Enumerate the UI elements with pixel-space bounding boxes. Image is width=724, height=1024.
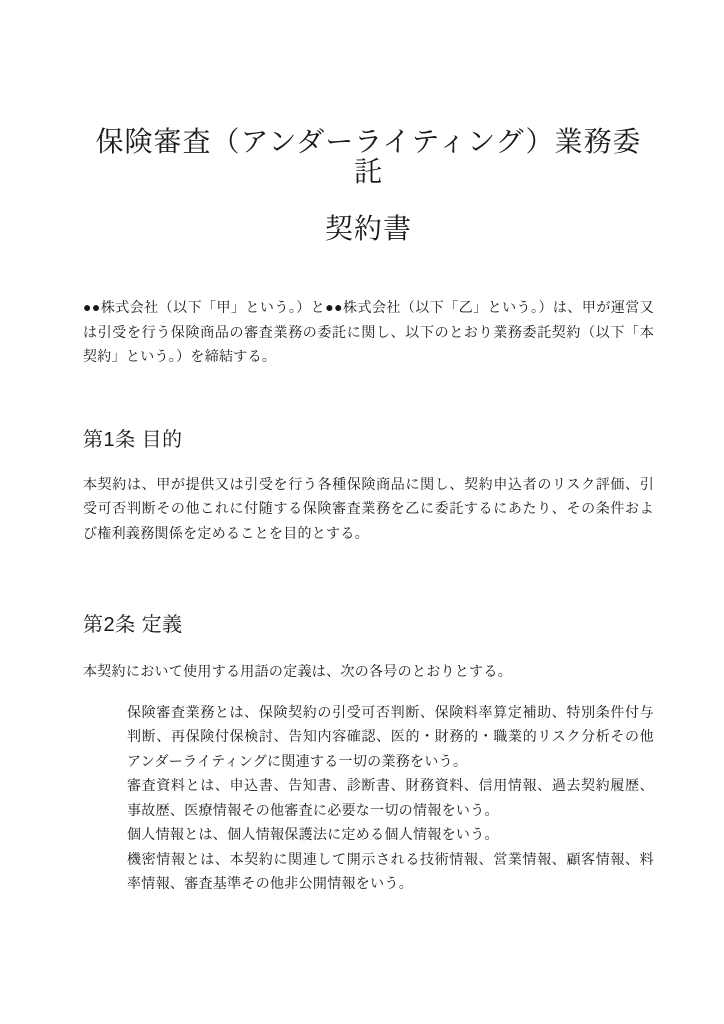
article-2-heading: 第2条 定義	[83, 614, 183, 636]
definition-item-confidential-information: 機密情報とは、本契約に関連して開示される技術情報、営業情報、顧客情報、料率情報、審査基準その他非公開情報をいう。	[127, 850, 654, 891]
article-1-body: 本契約は、甲が提供又は引受を行う各種保険商品に関し、契約申込者のリスク評価、引受可否判断その他これに付随する保険審査業務を乙に委託するにあたり、その条件および権利義務関係を定めることを目的とする。	[83, 475, 654, 541]
definition-item-personal-information: 個人情報とは、個人情報保護法に定める個人情報をいう。	[127, 826, 499, 842]
contract-title-line-1: 保険審査（アンダーライティング）業務委託	[95, 126, 642, 187]
article-1-heading: 第1条 目的	[83, 428, 183, 451]
document-content	[83, 0, 654, 896]
article-2-body: 本契約において使用する用語の定義は、次の各号のとおりとする。	[83, 663, 512, 679]
definition-item-underwriting-services: 保険審査業務とは、保険契約の引受可否判断、保険料率算定補助、特別条件付与判断、再保険付保検討、告知内容確認、医的・財務的・職業的リスク分析その他アンダーライティングに関連する一切の業務をいう。	[127, 703, 654, 769]
intro-paragraph: ●●株式会社（以下「甲」という。）と●●株式会社（以下「乙」という。）は、甲が運営又は引受を行う保険商品の審査業務の委託に関し、以下のとおり業務委託契約（以下「本契約」という。）を締結する。	[83, 299, 654, 364]
definitions-list	[127, 700, 654, 896]
contract-title-line-2: 契約書	[324, 213, 412, 244]
definition-item-review-materials: 審査資料とは、申込書、告知書、診断書、財務資料、信用情報、過去契約履歴、事故歴、医療情報その他審査に必要な一切の情報をいう。	[127, 777, 654, 818]
